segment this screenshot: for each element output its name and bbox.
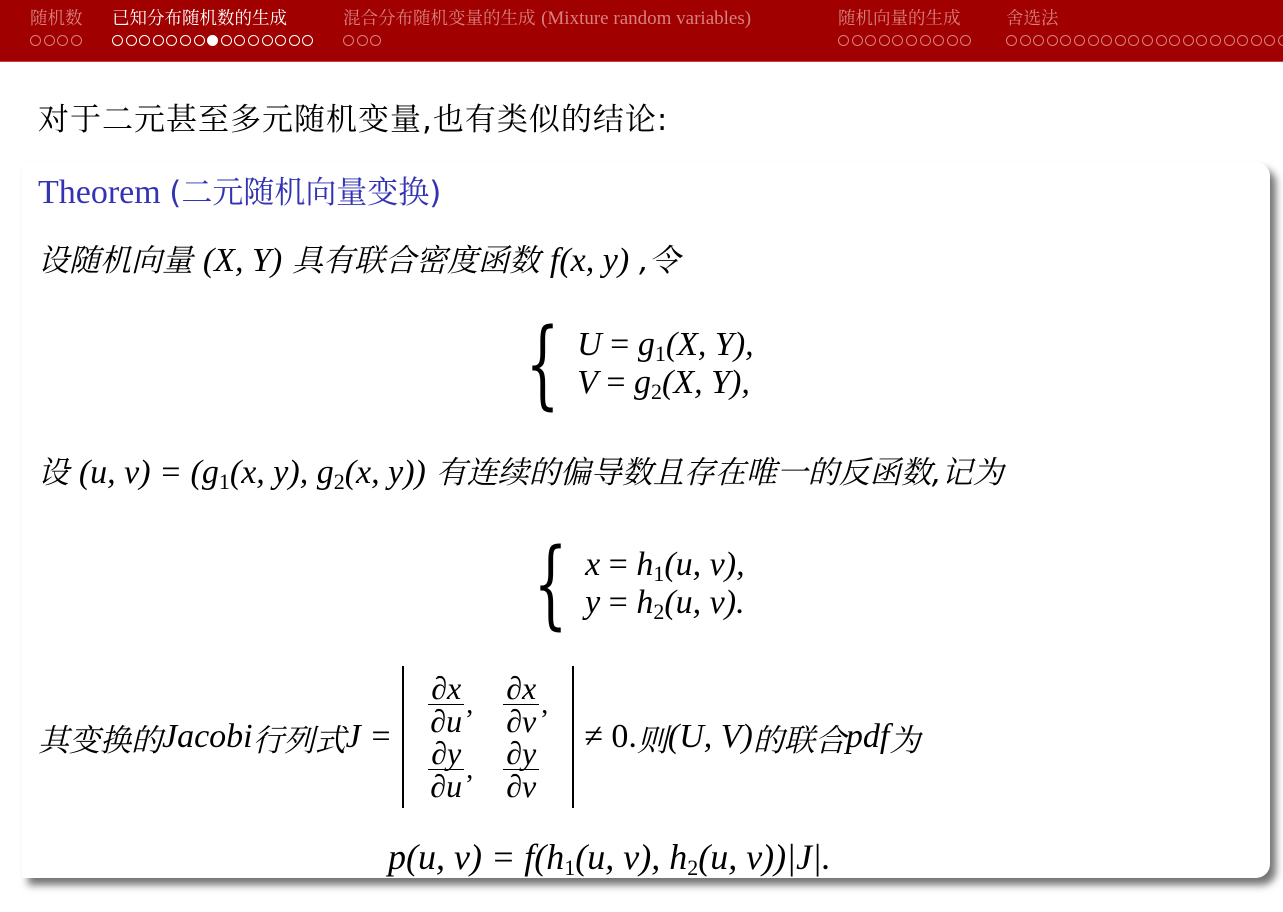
math: pdf	[845, 718, 890, 755]
text: 设随机向量	[38, 243, 203, 279]
matrix-cell: $\frac{\partial x}{\partial v}$ ,	[503, 672, 548, 737]
matrix-cell: $\frac{\partial y}{\partial u}$ ,	[428, 737, 473, 802]
nav-section-random-numbers[interactable]	[30, 8, 84, 49]
nav-section-random-vector[interactable]	[838, 8, 974, 49]
nav-section-mixture[interactable]	[343, 8, 751, 49]
theorem-name: (二元随机向量变换)	[169, 175, 442, 211]
slide-dot[interactable]	[906, 35, 917, 46]
slide-dot[interactable]	[1074, 35, 1085, 46]
theorem-title	[38, 170, 441, 216]
theorem-label: Theorem	[38, 174, 161, 211]
slide-dot[interactable]	[1101, 35, 1112, 46]
math: ≠ 0.	[584, 718, 637, 755]
transformation-system	[512, 308, 754, 420]
slide-dot[interactable]	[1183, 35, 1194, 46]
section-navigation-bar	[0, 0, 1283, 62]
slide-dot[interactable]	[892, 35, 903, 46]
slide-dot[interactable]	[1047, 35, 1058, 46]
slide-dot[interactable]	[357, 35, 368, 46]
text: 的联合	[752, 722, 846, 759]
slide-dot[interactable]	[1115, 35, 1126, 46]
inverse-system	[520, 528, 745, 640]
slide-dot[interactable]	[838, 35, 849, 46]
theorem-statement-line-1	[38, 238, 680, 284]
nav-slide-dots[interactable]	[343, 35, 751, 49]
slide-dot[interactable]	[262, 35, 273, 46]
slide-dot[interactable]	[1006, 35, 1017, 46]
math: f(x, y)	[549, 242, 630, 279]
slide-dot[interactable]	[1088, 35, 1099, 46]
math: J =	[345, 718, 393, 755]
slide-dot[interactable]	[343, 35, 354, 46]
slide-dot[interactable]	[234, 35, 245, 46]
jacobian-determinant	[402, 666, 574, 808]
intro-text: 对于二元甚至多元随机变量,也有类似的结论:	[38, 102, 669, 138]
slide-dot[interactable]	[1251, 35, 1262, 46]
math: Jacobi	[162, 718, 253, 755]
nav-slide-dots[interactable]	[1006, 35, 1283, 49]
slide-dot[interactable]	[44, 35, 55, 46]
nav-slide-dots[interactable]	[838, 35, 974, 49]
slide-dot[interactable]	[302, 35, 313, 46]
slide-dot[interactable]	[289, 35, 300, 46]
slide-dot[interactable]	[153, 35, 164, 46]
math: (u, v) = (g	[78, 454, 219, 491]
slide-dot[interactable]	[194, 35, 205, 46]
slide-dot[interactable]	[126, 35, 137, 46]
equation-row: $x = h_1(u$, v),	[585, 546, 745, 586]
text: 设	[38, 455, 79, 491]
left-brace: {	[525, 308, 560, 420]
nav-section-label[interactable]: 已知分布随机数的生成	[112, 9, 287, 29]
slide-dot[interactable]	[221, 35, 232, 46]
theorem-statement-line-2: 设 (u, $v) = (g_1(x$, y), $g_2(x$, y)) 有连续的偏导数且存在唯一的反函数,记为	[38, 454, 1004, 494]
nav-section-rejection[interactable]	[1006, 8, 1283, 49]
slide-dot[interactable]	[1264, 35, 1275, 46]
equation-row: $V = g_2(X$, Y),	[577, 364, 750, 404]
jacobian-line	[38, 662, 920, 812]
slide-dot[interactable]	[947, 35, 958, 46]
nav-slide-dots[interactable]	[112, 35, 316, 49]
slide-dot[interactable]	[933, 35, 944, 46]
slide-dot[interactable]	[370, 35, 381, 46]
slide-dot[interactable]	[1060, 35, 1071, 46]
nav-section-label[interactable]: 随机数	[30, 9, 83, 29]
slide-dot[interactable]	[1224, 35, 1235, 46]
slide-dot[interactable]	[865, 35, 876, 46]
slide-dot[interactable]	[1278, 35, 1283, 46]
equation-row: $y = h_2(u$, v).	[585, 584, 745, 624]
equation-row: $U = g_1(X$, Y),	[577, 326, 754, 366]
slide-dot[interactable]	[71, 35, 82, 46]
slide-dot[interactable]	[112, 35, 123, 46]
left-brace: {	[533, 528, 568, 640]
nav-section-known-distribution[interactable]	[112, 8, 316, 49]
nav-slide-dots[interactable]	[30, 35, 84, 49]
math: (x, y), g	[229, 454, 334, 491]
slide-dot[interactable]	[139, 35, 150, 46]
slide-dot[interactable]	[248, 35, 259, 46]
nav-section-label[interactable]: 随机向量的生成	[838, 9, 961, 29]
slide-dot[interactable]	[879, 35, 890, 46]
math: (X, Y)	[202, 242, 283, 279]
nav-section-label[interactable]: 舍选法	[1006, 9, 1059, 29]
text: 其变换的	[38, 722, 162, 759]
text: 具有联合密度函数	[282, 243, 550, 279]
matrix-cell: $\frac{\partial y}{\partial v}$	[503, 737, 548, 802]
slide-dot[interactable]	[1237, 35, 1248, 46]
text: 有连续的偏导数且存在唯一的反函数,记为	[425, 455, 1004, 491]
slide-dot[interactable]	[57, 35, 68, 46]
math: (U, V)	[667, 718, 753, 755]
slide-dot[interactable]	[180, 35, 191, 46]
slide-dot[interactable]	[166, 35, 177, 46]
text: 为	[889, 722, 921, 759]
slide-dot[interactable]	[1210, 35, 1221, 46]
slide-dot[interactable]	[275, 35, 286, 46]
nav-section-label[interactable]: 混合分布随机变量的生成 (Mixture random variables)	[343, 8, 752, 29]
current-slide-dot[interactable]	[207, 35, 218, 46]
matrix-cell: $\frac{\partial x}{\partial u}$ ,	[428, 672, 473, 737]
math: (x, y))	[344, 454, 426, 491]
slide-dot[interactable]	[1196, 35, 1207, 46]
slide-dot[interactable]	[1128, 35, 1139, 46]
text: 则	[636, 722, 668, 759]
slide-dot[interactable]	[1142, 35, 1153, 46]
joint-pdf-formula: p(u, $v) = f(h_1(u$, v), $h_2(u$, v))|J|.	[388, 837, 831, 880]
slide-dot[interactable]	[30, 35, 41, 46]
text: ,令	[629, 243, 680, 279]
slide-dot[interactable]	[920, 35, 931, 46]
slide-dot[interactable]	[1156, 35, 1167, 46]
slide-dot[interactable]	[852, 35, 863, 46]
text: 行列式	[252, 722, 346, 759]
slide-dot[interactable]	[960, 35, 971, 46]
slide-dot[interactable]	[1020, 35, 1031, 46]
slide-dot[interactable]	[1033, 35, 1044, 46]
slide-dot[interactable]	[1169, 35, 1180, 46]
